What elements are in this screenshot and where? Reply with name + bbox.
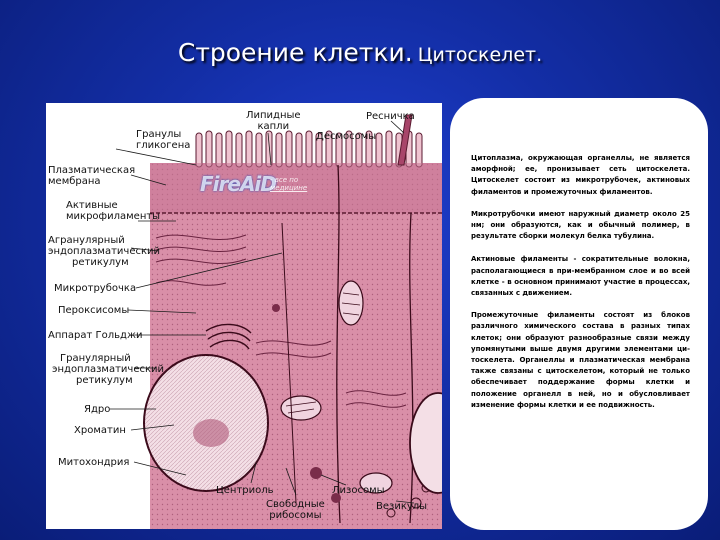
title-main: Строение клетки. bbox=[177, 38, 413, 67]
watermark-tagline: - все по медицине bbox=[270, 176, 308, 192]
label-free-ribosomes: Свободные рибосомы bbox=[266, 499, 325, 521]
label-vesicles: Везикулы bbox=[376, 501, 428, 512]
fireaid-watermark bbox=[200, 170, 328, 198]
label-glycogen-granules: Гранулы гликогена bbox=[136, 129, 191, 151]
label-plasma-membrane: Плазматическая мембрана bbox=[48, 165, 136, 187]
cell-structure-illustration bbox=[46, 103, 442, 529]
label-peroxisomes: Пероксисомы bbox=[58, 305, 130, 316]
label-lysosomes: Лизосомы bbox=[332, 485, 385, 496]
label-mitochondria: Митохондрия bbox=[58, 457, 130, 468]
label-golgi: Аппарат Гольджи bbox=[48, 330, 143, 341]
paragraph-intermediate-filaments: Промежуточные филаменты состоят из блоков различного химического состава в разных типах клеток; они образуют разнообразные связи между упомянутыми выше двумя другими элементами ци-тоскелета. Органеллы и плазматическая мембрана также связаны с цитоскелетом, который не только обеспечивает поддержание формы клетки и положение органелл в ней, но и обусловливает изменение формы клетки и ее подвижность. bbox=[471, 311, 690, 409]
label-nucleus: Ядро bbox=[84, 404, 111, 415]
paragraph-actin-filaments: Актиновые филаменты - сократительные волокна, располагающиеся в при-мембранном слое и во всей клетке - в основном принимают участие в процессах, связанных с движением. bbox=[471, 255, 690, 298]
watermark-brand: FireAiD bbox=[200, 172, 276, 196]
paragraph-microtubules: Микротрубочки имеют наружный диаметр около 25 нм; они образуются, как и обычный полимер, в результате сборки молекул белка тубулина. bbox=[471, 209, 690, 241]
paragraph-cytoplasm: Цитоплазма, окружающая органеллы, не является аморфной; ее, пронизывает сеть цитоскелета. Цитоскелет состоит из микротрубочек, актиновых филаментов и промежуточных филаментов. bbox=[471, 154, 690, 196]
label-desmosomes: Десмосомы bbox=[316, 131, 377, 142]
label-centriole: Центриоль bbox=[216, 485, 274, 496]
slide-title bbox=[0, 38, 720, 67]
label-cilium: Ресничка bbox=[366, 111, 415, 122]
label-chromatin: Хроматин bbox=[74, 425, 126, 436]
label-granular-er: Гранулярный эндоплазматический ретикулум bbox=[52, 353, 165, 386]
microvilli bbox=[196, 131, 422, 167]
title-sub: Цитоскелет. bbox=[417, 44, 543, 66]
label-lipid-droplets: Липидные капли bbox=[246, 110, 301, 132]
label-actin-microfilaments: Активные микрофиламенты bbox=[66, 200, 161, 222]
description-panel bbox=[450, 98, 708, 530]
label-agranular-er: Агранулярный эндоплазматический ретикулум bbox=[48, 235, 161, 268]
label-microtubule: Микротрубочка bbox=[54, 283, 137, 294]
